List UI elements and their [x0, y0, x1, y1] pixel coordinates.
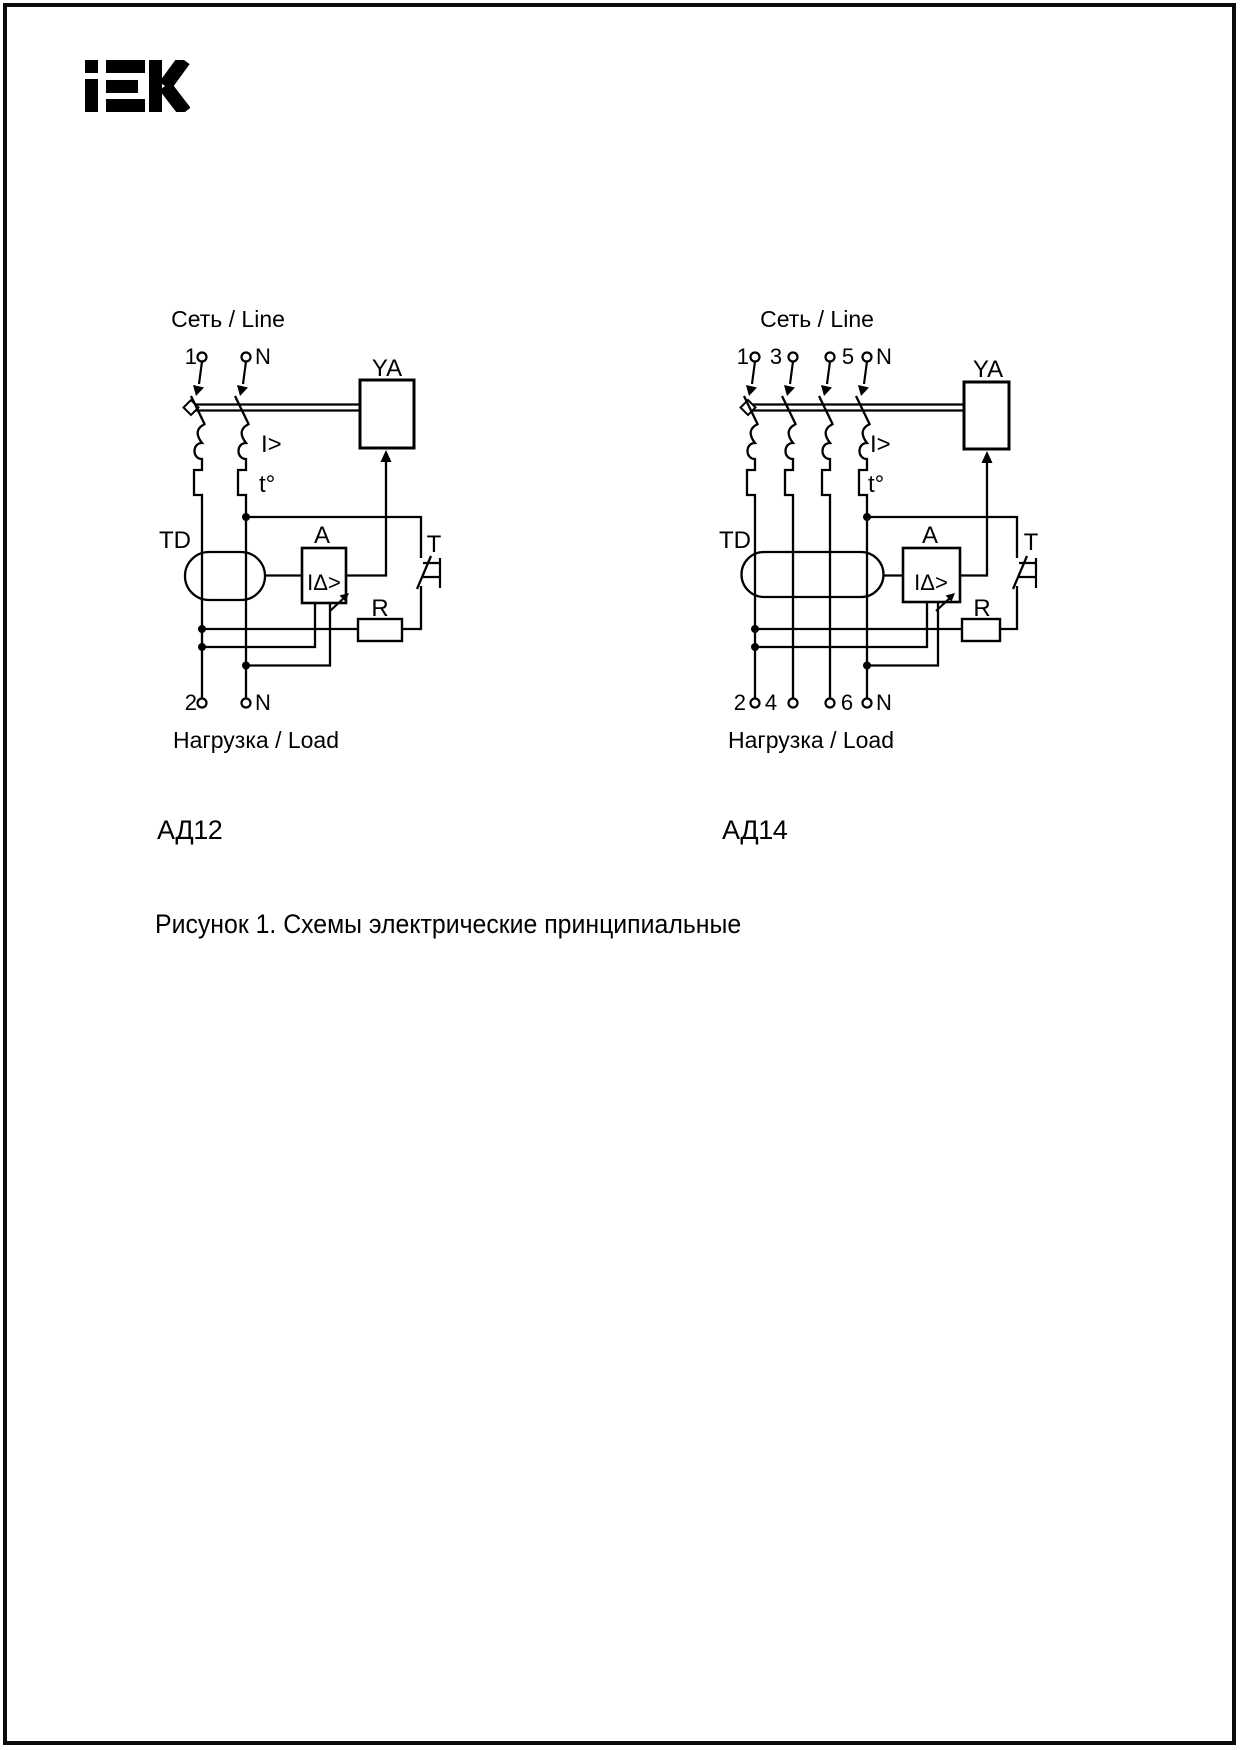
ad14-trip-coil-box [964, 382, 1009, 449]
ad12-amplifier-label: A [313, 522, 331, 549]
ad12-overcurrent-label: I> [261, 431, 282, 458]
ad12-coil-arrowhead-icon [381, 450, 392, 462]
ad14-terminal-3 [789, 353, 798, 362]
ad12-junction-dot [242, 513, 250, 521]
ad14-terminal-label: N [876, 690, 892, 715]
ad14-terminal-label: 1 [736, 344, 749, 369]
ad14-test-button-blade [1013, 556, 1027, 589]
ad14-supply-lead-3 [790, 362, 793, 385]
ad14-thermal-label: t° [868, 471, 885, 498]
ad12-test-button-actuator-icon [423, 558, 440, 588]
ad14-supply-arrow-icon [746, 385, 757, 396]
ad14-transformer-core [742, 552, 884, 597]
ad14-junction-dot [863, 513, 871, 521]
ad12-terminal-label: N [255, 690, 271, 715]
ad14-overcurrent-label: I> [870, 431, 891, 458]
ad14-terminal-2 [751, 699, 760, 708]
ad12-transformer-core [185, 552, 265, 600]
ad14-schematic [719, 306, 1039, 753]
ad14-supply-arrow-icon [784, 385, 795, 396]
ad12-caption: АД12 [157, 815, 223, 845]
ad12-line-label: Сеть / Line [171, 306, 285, 332]
ad12-terminal-n-bottom [242, 699, 251, 708]
ad12-terminal-n-top [242, 353, 251, 362]
ad14-junction-dot [751, 643, 759, 651]
ad12-pole-n-conductor [238, 424, 249, 699]
ad14-terminal-5 [826, 353, 835, 362]
figure-caption: Рисунок 1. Схемы электрические принципиальные [155, 909, 742, 939]
ad12-trip-bar [191, 405, 360, 411]
ad14-terminal-label: N [876, 344, 892, 369]
ad14-terminal-6 [826, 699, 835, 708]
ad12-terminal-label: 1 [184, 344, 197, 369]
ad14-test-lower-wire [1000, 586, 1017, 629]
ad12-test-lower-wire [402, 586, 421, 629]
ad14-terminal-1 [751, 353, 760, 362]
ad14-pole-n-conductor [859, 424, 870, 699]
ad14-terminal-4 [789, 699, 798, 708]
ad12-junction-dot [242, 662, 250, 670]
ad12-supply-lead-1 [199, 362, 202, 385]
ad14-supply-lead-1 [752, 362, 755, 385]
ad14-caption: АД14 [722, 815, 788, 845]
ad12-thermal-label: t° [259, 471, 276, 498]
ad14-junction-dot [751, 625, 759, 633]
ad12-resistor-label: R [371, 595, 389, 622]
ad12-terminal-label: N [255, 344, 271, 369]
ad12-test-button-blade [417, 556, 431, 589]
ad14-supply-lead-5 [827, 362, 830, 385]
ad14-trip-bar [748, 405, 964, 411]
ad14-load-label: Нагрузка / Load [727, 727, 895, 753]
ad14-pole-5-conductor [822, 424, 833, 699]
ad12-terminal-label: 2 [184, 690, 197, 715]
ad14-junction-dot [863, 662, 871, 670]
ad14-terminal-label: 3 [769, 344, 783, 369]
ad14-supply-arrow-icon [858, 385, 869, 396]
ad14-coil-arrowhead-icon [982, 451, 993, 463]
ad12-trip-coil-box [360, 380, 414, 448]
ad14-line-label: Сеть / Line [760, 306, 874, 332]
ad14-terminal-label: 4 [764, 690, 778, 715]
ad12-schematic [159, 306, 442, 753]
ad14-supply-lead-n [864, 362, 867, 385]
ad14-test-button-actuator-icon [1019, 558, 1036, 588]
ad12-junction-dot [198, 625, 206, 633]
ad14-resistor-box [962, 619, 1000, 641]
ad12-resistor-box [358, 619, 402, 641]
ad12-diff-current-label: IΔ> [307, 570, 341, 595]
ad14-test-button-label: T [1023, 529, 1039, 556]
ad12-transformer-label: TD [159, 527, 191, 554]
ad14-wire-amplifier-coil [960, 462, 987, 576]
ad14-transformer-label: TD [719, 527, 751, 554]
ad12-junction-dot [198, 643, 206, 651]
ad12-wire-amplifier-coil [346, 461, 386, 576]
ad12-pole-1-conductor [194, 424, 205, 699]
ad14-diff-current-label: IΔ> [914, 570, 948, 595]
ad12-wire-polen-amplifier [246, 603, 330, 666]
ad14-terminal-label: 6 [840, 690, 854, 715]
ad14-amplifier-label: A [921, 522, 939, 549]
ad14-pole-3-conductor [785, 424, 796, 699]
ad14-wire-pole1-amplifier [755, 602, 927, 647]
ad12-supply-lead-n [243, 362, 246, 385]
ad14-terminal-label: 5 [841, 344, 855, 369]
ad12-supply-arrow-n-icon [237, 385, 248, 396]
ad12-trip-coil-label: YA [371, 355, 403, 382]
ad12-test-button-label: T [426, 531, 442, 558]
ad12-load-label: Нагрузка / Load [172, 727, 340, 753]
ad14-terminal-n-bottom [863, 699, 872, 708]
ad12-wire-pole1-amplifier [202, 603, 315, 647]
ad14-terminal-n-top [863, 353, 872, 362]
ad14-supply-arrow-icon [821, 385, 832, 396]
ad14-trip-coil-label: YA [972, 356, 1004, 383]
ad14-pole-1-conductor [747, 424, 758, 699]
ad12-terminal-1 [198, 353, 207, 362]
ad14-terminal-label: 2 [733, 690, 746, 715]
ad14-resistor-label: R [973, 595, 991, 622]
ad12-supply-arrow-1-icon [193, 385, 204, 396]
ad12-terminal-2 [198, 699, 207, 708]
